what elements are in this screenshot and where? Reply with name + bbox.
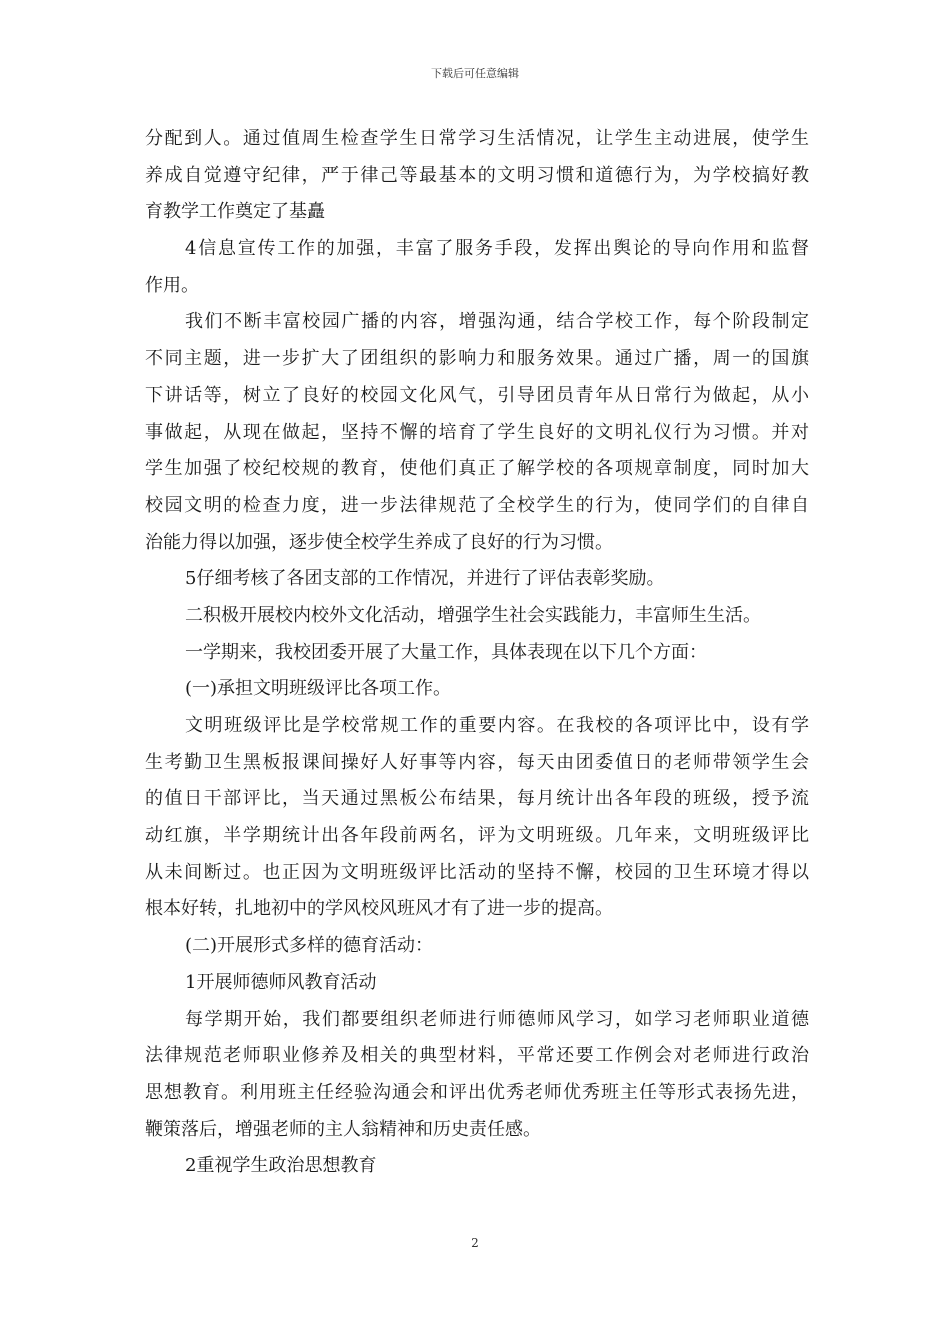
text-line: (二)开展形式多样的德育活动： — [185, 935, 434, 957]
text-line: 一学期来，我校团委开展了大量工作，具体表现在以下几个方面： — [185, 641, 707, 663]
text-line: 文明班级评比是学校常规工作的重要内容。在我校的各项评比中，设有学 — [185, 715, 809, 736]
text-line: 根本好转，扎地初中的学风校风班风才有了进一步的提高。 — [145, 898, 613, 920]
text-line: 作用。 — [145, 274, 199, 296]
page-header: 下载后可任意编辑 — [431, 67, 519, 80]
text-line: 养成自觉遵守纪律，严于律己等最基本的文明习惯和道德行为，为学校搞好教 — [145, 164, 809, 186]
text-line: 每学期开始，我们都要组织老师进行师德师风学习，如学习老师职业道德 — [185, 1008, 809, 1030]
text-line: 校园文明的检查力度，进一步法律规范了全校学生的行为，使同学们的自律自 — [145, 494, 809, 516]
text-line: 动红旗，半学期统计出各年段前两名，评为文明班级。几年来，文明班级评比 — [145, 825, 809, 847]
text-line: 生考勤卫生黑板报课间操好人好事等内容，每天由团委值日的老师带领学生会 — [145, 751, 809, 773]
text-line: 思想教育。利用班主任经验沟通会和评出优秀老师优秀班主任等形式表扬先进， — [145, 1081, 809, 1103]
page-number: 2 — [471, 1236, 479, 1250]
text-line: 下讲话等，树立了良好的校园文化风气，引导团员青年从日常行为做起，从小 — [145, 384, 809, 406]
text-line: 从未间断过。也正因为文明班级评比活动的坚持不懈，校园的卫生环境才得以 — [145, 861, 809, 883]
text-line: 我们不断丰富校园广播的内容，增强沟通，结合学校工作，每个阶段制定 — [185, 311, 809, 333]
text-line: 二积极开展校内校外文化活动，增强学生社会实践能力，丰富师生生活。 — [185, 604, 761, 626]
text-line: 鞭策落后，增强老师的主人翁精神和历史责任感。 — [145, 1118, 541, 1140]
document-body — [145, 121, 809, 1185]
text-line: 分配到人。通过值周生检查学生日常学习生活情况，让学生主动进展，使学生 — [145, 128, 809, 149]
text-line: 不同主题，进一步扩大了团组织的影响力和服务效果。通过广播，周一的国旗 — [145, 348, 809, 370]
text-line: 学生加强了校纪校规的教育，使他们真正了解学校的各项规章制度，同时加大 — [145, 458, 809, 480]
text-line: 4信息宣传工作的加强，丰富了服务手段，发挥出舆论的导向作用和监督 — [185, 238, 809, 260]
text-line: 2重视学生政治思想教育 — [185, 1155, 377, 1177]
text-line: 治能力得以加强，逐步使全校学生养成了良好的行为习惯。 — [145, 531, 613, 553]
text-line: (一)承担文明班级评比各项工作。 — [185, 678, 452, 700]
text-line: 育教学工作奠定了基矗 — [145, 201, 325, 223]
text-line: 的值日干部评比，当天通过黑板公布结果，每月统计出各年段的班级，授予流 — [145, 788, 809, 810]
text-line: 1开展师德师风教育活动 — [185, 971, 377, 993]
text-line: 事做起，从现在做起，坚持不懈的培育了学生良好的文明礼仪行为习惯。并对 — [145, 421, 809, 443]
text-line: 5仔细考核了各团支部的工作情况，并进行了评估表彰奖励。 — [185, 568, 665, 590]
text-line: 法律规范老师职业修养及相关的典型材料，平常还要工作例会对老师进行政治 — [145, 1045, 809, 1067]
